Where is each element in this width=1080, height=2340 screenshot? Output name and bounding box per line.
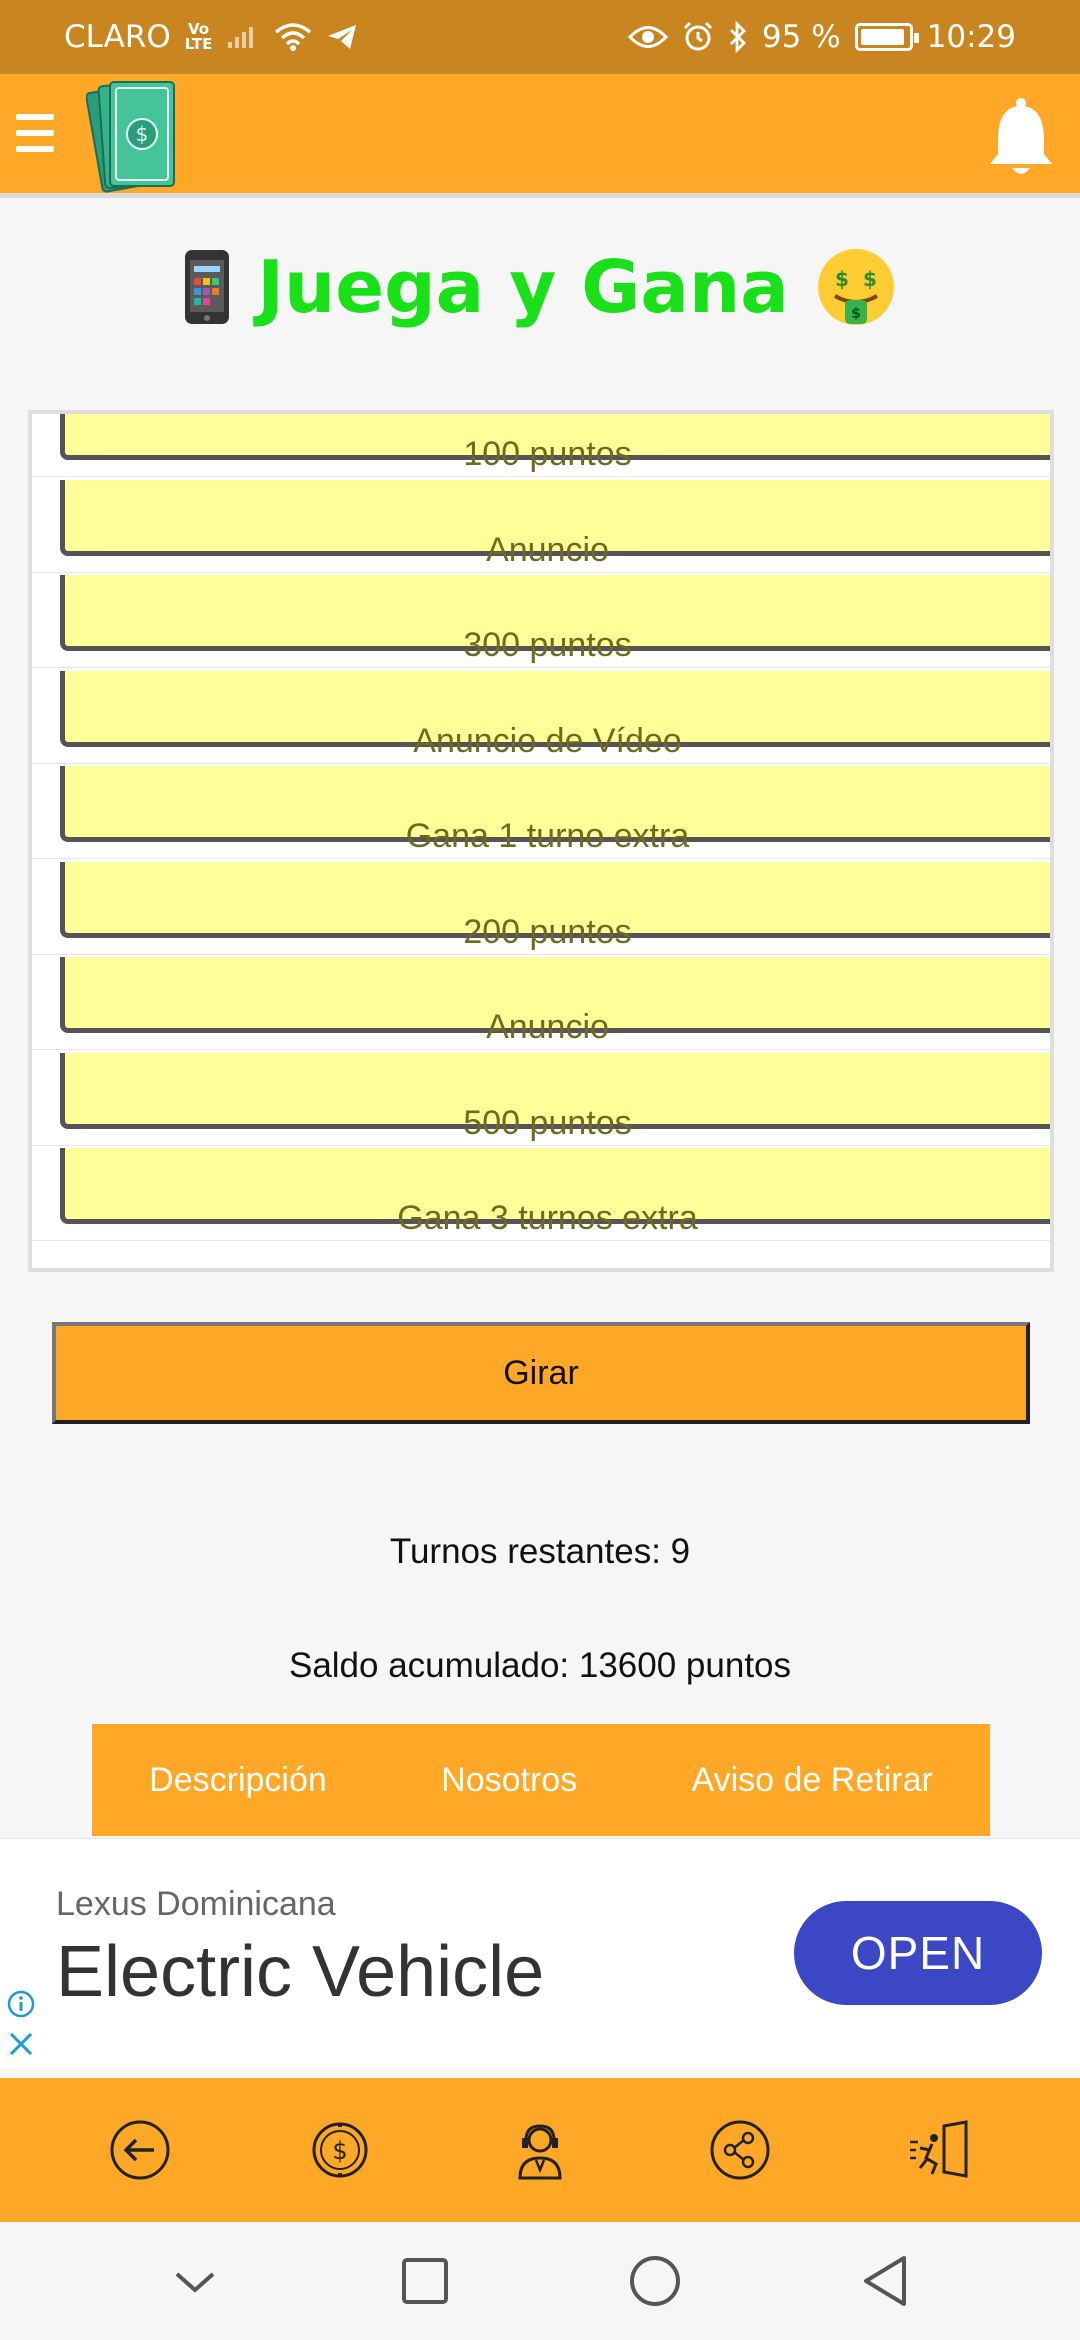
ad-info-icon[interactable] (6, 1989, 36, 2019)
collapse-icon[interactable] (165, 2251, 225, 2311)
page-title: Juega y Gana (257, 245, 789, 329)
exit-icon[interactable] (904, 2114, 976, 2186)
back-icon[interactable] (855, 2251, 915, 2311)
prize-slot (60, 1148, 1050, 1237)
ad-banner[interactable] (0, 1838, 1080, 2068)
money-bills-logo (86, 76, 182, 198)
ad-advertiser: Lexus Dominicana (56, 1885, 336, 1923)
coin-icon[interactable] (304, 2114, 376, 2186)
prize-slot-label: 300 puntos (463, 626, 632, 664)
ad-headline[interactable]: Electric Vehicle (56, 1932, 545, 2012)
battery-icon (855, 23, 913, 51)
status-left (64, 19, 358, 55)
mobile-phone-icon (183, 248, 231, 326)
back-arrow-icon[interactable] (104, 2114, 176, 2186)
support-agent-icon[interactable] (504, 2114, 576, 2186)
prize-slot (60, 480, 1050, 569)
system-nav-bar (0, 2222, 1080, 2340)
ad-close-icon[interactable] (6, 2029, 36, 2059)
footer-links (92, 1724, 990, 1836)
bell-icon[interactable] (986, 96, 1056, 178)
share-icon[interactable] (704, 2114, 776, 2186)
prize-slot-label: Gana 1 turno extra (405, 817, 690, 855)
telegram-icon (326, 23, 358, 51)
prize-slot (60, 957, 1050, 1046)
prize-slot-list (32, 414, 1050, 1268)
prize-slot-label: Gana 3 turnos extra (397, 1199, 698, 1237)
carrier-name: CLARO (64, 19, 171, 55)
money-mouth-face-icon (815, 246, 897, 328)
prize-slot (60, 1053, 1050, 1142)
battery-percent: 95 % (761, 19, 841, 55)
prize-slot (60, 862, 1050, 951)
app-header (0, 74, 1080, 198)
prize-slot (60, 671, 1050, 760)
prize-slot (60, 766, 1050, 855)
volte-line1: Vo (188, 20, 210, 38)
remaining-turns: Turnos restantes: 9 (389, 1532, 691, 1571)
bluetooth-icon (728, 21, 748, 53)
prize-slot-label: 100 puntos (463, 435, 632, 473)
recents-icon[interactable] (395, 2251, 455, 2311)
ad-open-button[interactable]: OPEN (794, 1901, 1042, 2005)
volte-indicator (185, 22, 213, 52)
prize-slot-label: Anuncio (486, 530, 609, 569)
prize-slot (60, 575, 1050, 664)
link-about-us[interactable]: Nosotros (441, 1760, 578, 1799)
volte-line2: LTE (184, 35, 213, 53)
svg-text:$: $ (834, 267, 849, 291)
svg-text:$: $ (862, 267, 877, 291)
prize-wheel (28, 410, 1054, 1272)
prize-slot-label: 500 puntos (463, 1103, 632, 1142)
link-description[interactable]: Descripción (149, 1760, 327, 1799)
home-icon[interactable] (625, 2251, 685, 2311)
status-right (628, 19, 1016, 55)
svg-text:$: $ (135, 122, 149, 146)
svg-text:$: $ (850, 306, 861, 322)
prize-slot-label: Anuncio de Vídeo (413, 721, 682, 760)
wifi-icon (274, 22, 312, 52)
status-bar (0, 0, 1080, 74)
svg-text:$: $ (332, 2137, 348, 2165)
clock: 10:29 (926, 19, 1016, 55)
spin-button[interactable]: Girar (52, 1322, 1030, 1424)
signal-icon (226, 24, 260, 50)
prize-slot-label: Anuncio (486, 1008, 609, 1046)
accumulated-balance: Saldo acumulado: 13600 puntos (288, 1646, 792, 1685)
page-title-row (0, 245, 1080, 329)
prize-slot-label: 200 puntos (463, 912, 632, 951)
eye-icon (628, 24, 668, 50)
link-withdraw-notice[interactable]: Aviso de Retirar (691, 1760, 933, 1799)
prize-slot (60, 410, 1050, 473)
hamburger-menu-icon[interactable] (16, 114, 54, 158)
bottom-app-nav (0, 2078, 1080, 2222)
alarm-icon (682, 21, 714, 53)
